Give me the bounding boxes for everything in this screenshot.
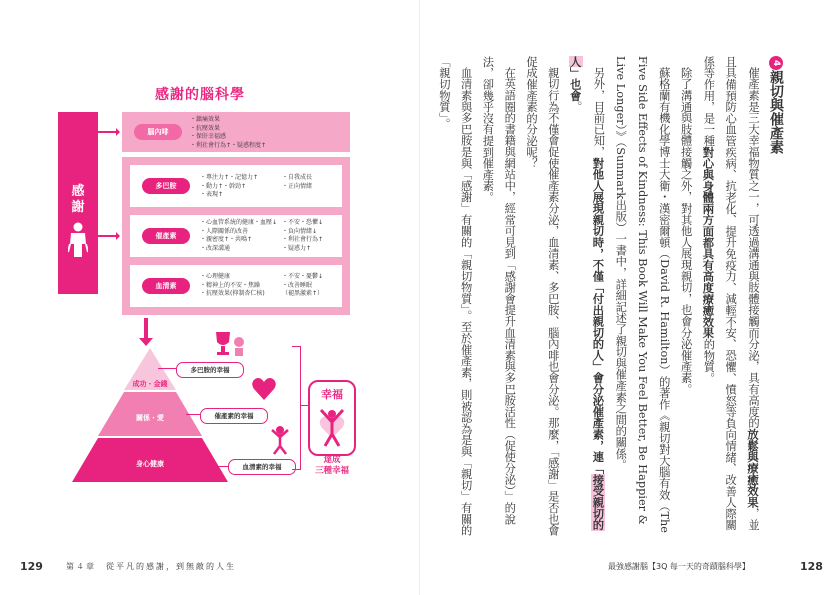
dopamine-tag: 多巴胺 — [142, 178, 190, 194]
left-page-number: 129 — [20, 560, 43, 573]
serotonin-tag: 血清素 — [142, 278, 190, 294]
achieve-line2: 三種幸福 — [314, 466, 349, 476]
arrowhead-neuro — [116, 232, 120, 240]
oxytocin-happiness-pill: 催產素的幸福 — [200, 408, 268, 424]
body-text — [438, 56, 788, 541]
paragraph: 在英語圈的書籍與網站中，經常可見到「感謝會提升血清素與多巴胺活性（促使分泌）」的說法，卻幾乎沒有提到催產素。 — [481, 56, 517, 525]
dopamine-box — [130, 165, 342, 207]
endorphin-text: ・鎮痛效果 ・抗壓效果 ・保肝幸福感 ・利社會行為↑・疑惑程度↑ — [190, 116, 267, 149]
down-arrow-head — [139, 338, 153, 346]
dopamine-text-left: ・專注力↑・記憶力↑ ・動力↑・幹勁↑ ・表現↑ — [200, 174, 259, 198]
serotonin-text-left: ・心理健康 ・精神上的不安・焦躁 ・抗壓效果(抑制杏仁核) — [200, 273, 265, 297]
dopamine-happiness-pill: 多巴胺的幸福 — [176, 362, 244, 378]
trophy-icon — [208, 330, 248, 360]
paragraph: 血清素與多巴胺是與「感謝」有關的「親切物質」。至於催產素，則被認為是與「親切」有關的「親切物質」。 — [438, 56, 473, 537]
happiness-label: 幸福 — [321, 388, 343, 401]
pyramid-bottom-label: 身心健康 — [136, 460, 164, 468]
endorphin-box — [122, 112, 350, 152]
endorphin-tag: 腦內啡 — [134, 124, 182, 140]
paragraph: 親切行為不僅會促使催產素分泌，血清素、多巴胺、腦內啡也會分泌。那麼，「感謝」是否也會促成催產素的分泌呢？ — [525, 56, 560, 537]
heading-text: 親切與催產素 — [768, 70, 784, 154]
pyramid-top-label: 成功・金錢 — [132, 380, 168, 388]
thanks-label: 感謝 — [71, 184, 85, 215]
paragraph: 催產素是三大幸福物質之一，可透過溝通與肢體接觸而分泌，具有高度的放鬆與療癒效果，並且具備預防心血管疾病、抗老化、提升免疫力、減輕不安、恐懼、憤怒等負向情緒、改善人際關係等作用，是一種對心與身體兩方面都具有高度療癒效果的物質。 — [701, 56, 760, 531]
left-running-head: 第４章 從平凡的感謝，到無敵的人生 — [66, 562, 236, 571]
heart-hug-icon — [250, 372, 278, 404]
oxytocin-text-left: ・心血管系統的健康・血壓↓ ・人際關係的改善 ・親密度↑・共鳴↑ ・改深溝通 — [200, 219, 278, 252]
oxytocin-box — [130, 215, 342, 257]
section-heading — [764, 56, 788, 541]
paragraph: 除了溝通與肢體接觸之外，對其他人展現親切，也會分泌催產素。 — [679, 67, 693, 395]
serotonin-box — [130, 265, 342, 307]
serotonin-text-right: ・不安・憂鬱↓ ・改善睡眠 （褪黑激素↑） — [282, 273, 324, 297]
left-page — [0, 0, 419, 595]
achieve-text — [300, 455, 364, 477]
happiness-bracket — [292, 346, 301, 470]
right-running-head: 最強感謝腦【3Q 每一天的奇蹟腦科學】 — [608, 562, 750, 571]
heading-number: 4 — [769, 56, 783, 70]
arrowhead-brain — [116, 128, 120, 136]
oxytocin-text-right: ・不安・恐懼↓ ・負向情緒↓ ・利社會行為↑ ・疑惑力↑ — [282, 219, 324, 252]
right-page-number: 128 — [800, 560, 823, 573]
line-oxytocin — [186, 414, 200, 415]
happiness-box — [308, 380, 356, 456]
pyramid-middle-label: 關係・愛 — [136, 414, 164, 422]
paragraph: 蘇格蘭有機化學博士大衛・漢密爾頓（David R. Hamilton）的著作《親切對大腦有效（The Five Side Effects of Kindness: This Book Will Make You Feel Better, Be Happier & Live Longer）》（Sunmark出版）一書中，詳細記述了親切與催產素之間的關係。 — [614, 56, 671, 534]
diagram-title: 感謝的腦科學 — [155, 87, 245, 103]
achieve-line1: 達成 — [323, 455, 341, 465]
paragraph: 另外，目前已知，對他人展現親切時，不僅「付出親切的人」會分泌催產素，連「接受親切的人」也會。 — [568, 56, 606, 531]
line-dopamine — [158, 368, 176, 369]
connector-brain — [98, 131, 116, 133]
bracket-connector — [300, 405, 308, 406]
person-icon — [68, 222, 88, 258]
connector-neuro — [98, 235, 116, 237]
joyful-person-icon — [316, 404, 348, 448]
line-serotonin — [218, 466, 228, 467]
stretching-person-icon — [268, 424, 292, 456]
dopamine-text-right: ・自我成長 ・正向情緒 — [282, 174, 313, 190]
serotonin-happiness-pill: 血清素的幸福 — [228, 459, 296, 475]
oxytocin-tag: 催產素 — [142, 228, 190, 244]
down-arrow-line — [144, 318, 148, 340]
